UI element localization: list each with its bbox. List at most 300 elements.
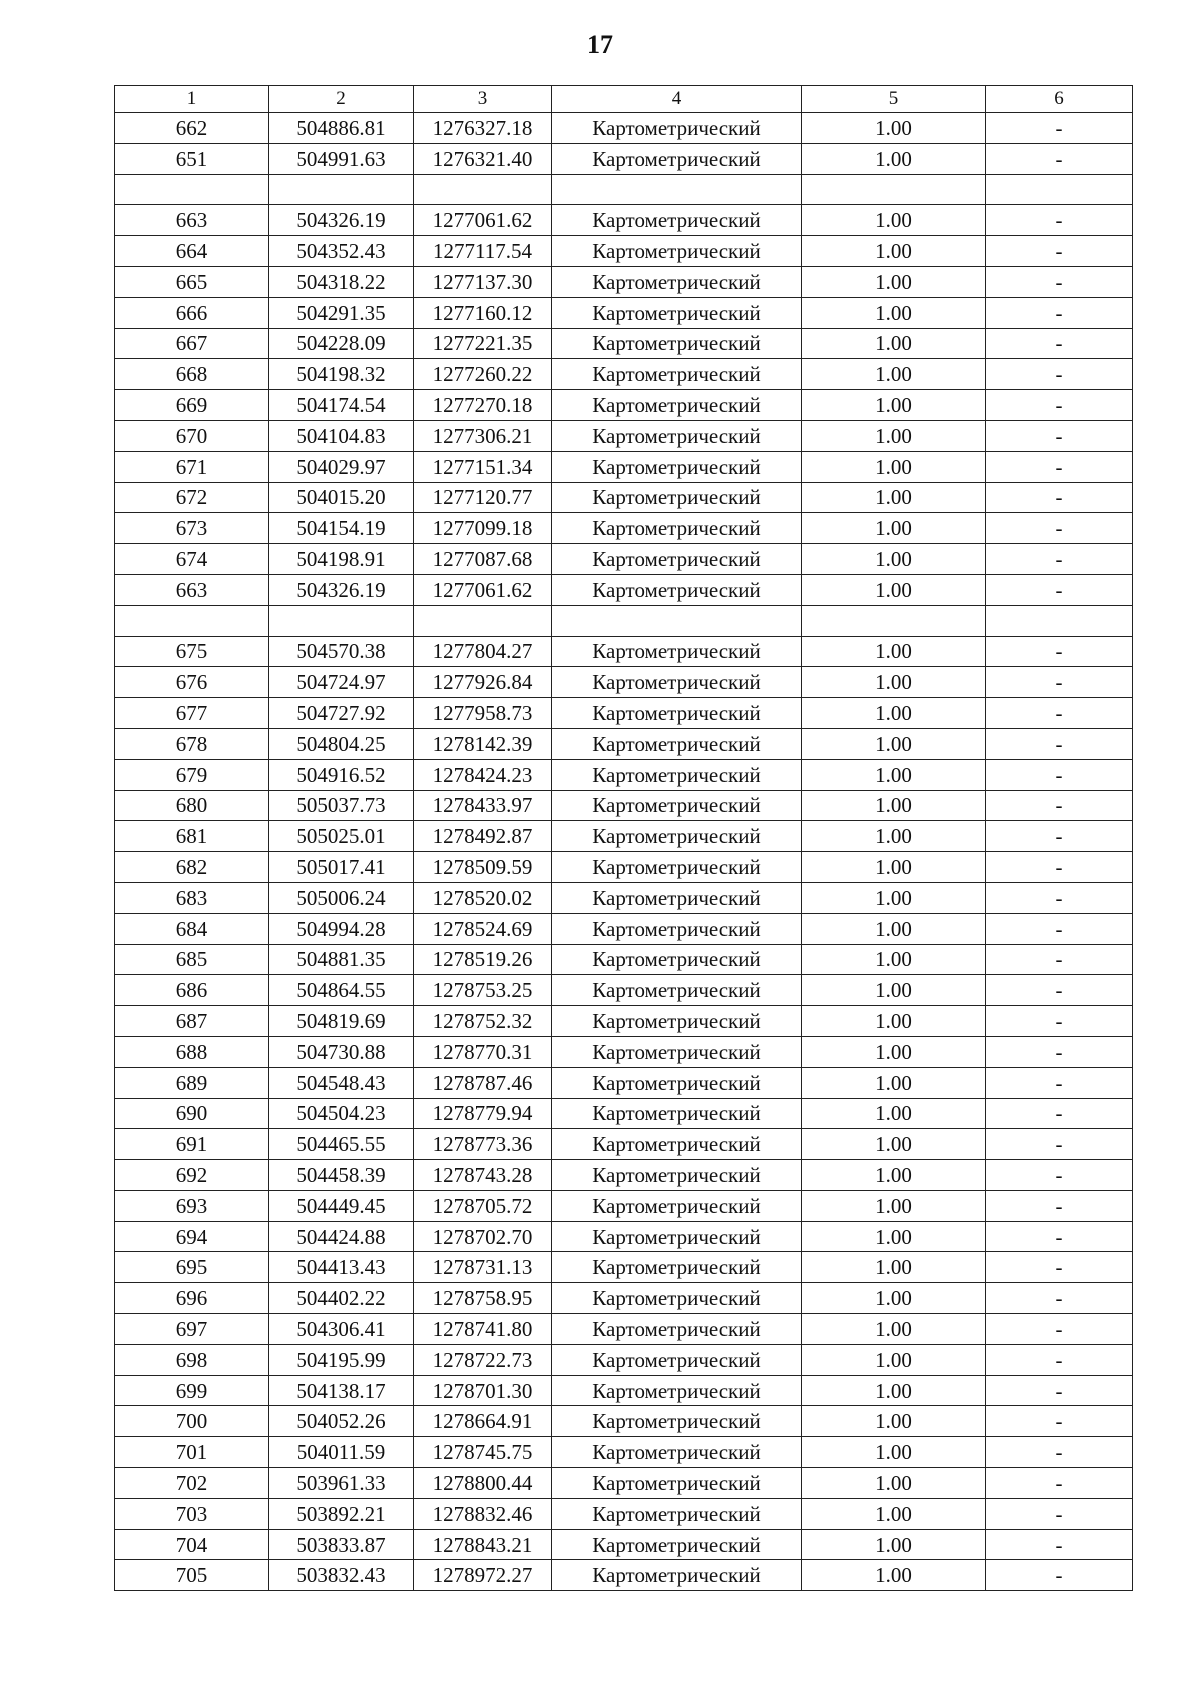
note-cell: -: [986, 1221, 1133, 1252]
y-coordinate-cell: 1277926.84: [414, 667, 552, 698]
table-row: [115, 1098, 1133, 1129]
note-cell: -: [986, 205, 1133, 236]
table-row: [115, 143, 1133, 174]
accuracy-cell: 1.00: [802, 1221, 986, 1252]
x-coordinate-cell: 504994.28: [269, 913, 414, 944]
method-cell: Картометрический: [552, 1529, 802, 1560]
table-row: [115, 1406, 1133, 1437]
accuracy-cell: 1.00: [802, 1252, 986, 1283]
y-coordinate-cell: 1278843.21: [414, 1529, 552, 1560]
table-row: [115, 1375, 1133, 1406]
column-header-5: 5: [802, 86, 986, 113]
column-header-3: 3: [414, 86, 552, 113]
y-coordinate-cell: 1278800.44: [414, 1468, 552, 1499]
method-cell: Картометрический: [552, 1344, 802, 1375]
note-cell: -: [986, 297, 1133, 328]
accuracy-cell: 1.00: [802, 143, 986, 174]
table-row: [115, 852, 1133, 883]
method-cell: Картометрический: [552, 975, 802, 1006]
method-cell: Картометрический: [552, 420, 802, 451]
point-number-cell: 663: [115, 205, 269, 236]
note-cell: -: [986, 236, 1133, 267]
accuracy-cell: 1.00: [802, 297, 986, 328]
note-cell: -: [986, 328, 1133, 359]
accuracy-cell: 1.00: [802, 1036, 986, 1067]
table-row: [115, 1036, 1133, 1067]
x-coordinate-cell: 504819.69: [269, 1006, 414, 1037]
accuracy-cell: 1.00: [802, 1160, 986, 1191]
accuracy-cell: 1.00: [802, 390, 986, 421]
accuracy-cell: 1.00: [802, 882, 986, 913]
accuracy-cell: 1.00: [802, 636, 986, 667]
accuracy-cell: 1.00: [802, 574, 986, 605]
point-number-cell: [115, 605, 269, 636]
table-row: [115, 1252, 1133, 1283]
accuracy-cell: 1.00: [802, 113, 986, 144]
point-number-cell: 698: [115, 1344, 269, 1375]
table-header-row: [115, 86, 1133, 113]
table-row: [115, 1529, 1133, 1560]
x-coordinate-cell: 503833.87: [269, 1529, 414, 1560]
method-cell: Картометрический: [552, 143, 802, 174]
note-cell: -: [986, 759, 1133, 790]
method-cell: Картометрический: [552, 390, 802, 421]
x-coordinate-cell: 505025.01: [269, 821, 414, 852]
x-coordinate-cell: 504402.22: [269, 1283, 414, 1314]
method-cell: Картометрический: [552, 821, 802, 852]
table-row: [115, 451, 1133, 482]
point-number-cell: 676: [115, 667, 269, 698]
point-number-cell: 675: [115, 636, 269, 667]
accuracy-cell: 1.00: [802, 852, 986, 883]
table-row: [115, 1160, 1133, 1191]
method-cell: Картометрический: [552, 1221, 802, 1252]
accuracy-cell: 1.00: [802, 1283, 986, 1314]
point-number-cell: 674: [115, 544, 269, 575]
y-coordinate-cell: 1278520.02: [414, 882, 552, 913]
table-row: [115, 297, 1133, 328]
table-row: [115, 1221, 1133, 1252]
note-cell: -: [986, 1437, 1133, 1468]
method-cell: Картометрический: [552, 359, 802, 390]
point-number-cell: 651: [115, 143, 269, 174]
x-coordinate-cell: 504011.59: [269, 1437, 414, 1468]
x-coordinate-cell: 504198.32: [269, 359, 414, 390]
x-coordinate-cell: 505037.73: [269, 790, 414, 821]
table-row: [115, 1560, 1133, 1591]
method-cell: Картометрический: [552, 574, 802, 605]
method-cell: Картометрический: [552, 1406, 802, 1437]
y-coordinate-cell: 1278509.59: [414, 852, 552, 883]
table-row: [115, 359, 1133, 390]
y-coordinate-cell: 1277804.27: [414, 636, 552, 667]
accuracy-cell: 1.00: [802, 667, 986, 698]
y-coordinate-cell: 1277958.73: [414, 698, 552, 729]
accuracy-cell: 1.00: [802, 821, 986, 852]
x-coordinate-cell: 504548.43: [269, 1067, 414, 1098]
method-cell: Картометрический: [552, 1252, 802, 1283]
x-coordinate-cell: 504015.20: [269, 482, 414, 513]
method-cell: Картометрический: [552, 266, 802, 297]
method-cell: Картометрический: [552, 1498, 802, 1529]
y-coordinate-cell: 1278705.72: [414, 1190, 552, 1221]
note-cell: -: [986, 1314, 1133, 1345]
x-coordinate-cell: 504886.81: [269, 113, 414, 144]
point-number-cell: 687: [115, 1006, 269, 1037]
point-number-cell: 677: [115, 698, 269, 729]
table-row: [115, 420, 1133, 451]
note-cell: -: [986, 420, 1133, 451]
x-coordinate-cell: 503832.43: [269, 1560, 414, 1591]
y-coordinate-cell: [414, 605, 552, 636]
accuracy-cell: 1.00: [802, 1190, 986, 1221]
x-coordinate-cell: 504198.91: [269, 544, 414, 575]
x-coordinate-cell: [269, 605, 414, 636]
accuracy-cell: 1.00: [802, 451, 986, 482]
accuracy-cell: [802, 605, 986, 636]
y-coordinate-cell: 1278519.26: [414, 944, 552, 975]
table-row: [115, 1067, 1133, 1098]
method-cell: Картометрический: [552, 113, 802, 144]
method-cell: Картометрический: [552, 1036, 802, 1067]
point-number-cell: 665: [115, 266, 269, 297]
table-row: [115, 482, 1133, 513]
x-coordinate-cell: 504504.23: [269, 1098, 414, 1129]
method-cell: Картометрический: [552, 759, 802, 790]
point-number-cell: 679: [115, 759, 269, 790]
note-cell: -: [986, 1468, 1133, 1499]
point-number-cell: 664: [115, 236, 269, 267]
accuracy-cell: 1.00: [802, 266, 986, 297]
y-coordinate-cell: 1278741.80: [414, 1314, 552, 1345]
accuracy-cell: 1.00: [802, 759, 986, 790]
method-cell: Картометрический: [552, 944, 802, 975]
point-number-cell: 666: [115, 297, 269, 328]
note-cell: -: [986, 1283, 1133, 1314]
accuracy-cell: 1.00: [802, 1129, 986, 1160]
accuracy-cell: 1.00: [802, 513, 986, 544]
x-coordinate-cell: 504424.88: [269, 1221, 414, 1252]
point-number-cell: 704: [115, 1529, 269, 1560]
point-number-cell: 685: [115, 944, 269, 975]
y-coordinate-cell: 1278832.46: [414, 1498, 552, 1529]
note-cell: -: [986, 1529, 1133, 1560]
accuracy-cell: 1.00: [802, 328, 986, 359]
point-number-cell: 700: [115, 1406, 269, 1437]
note-cell: -: [986, 574, 1133, 605]
accuracy-cell: 1.00: [802, 1098, 986, 1129]
method-cell: Картометрический: [552, 236, 802, 267]
note-cell: -: [986, 1160, 1133, 1191]
table-row: [115, 574, 1133, 605]
note-cell: -: [986, 944, 1133, 975]
method-cell: Картометрический: [552, 1468, 802, 1499]
point-number-cell: 690: [115, 1098, 269, 1129]
y-coordinate-cell: 1278773.36: [414, 1129, 552, 1160]
y-coordinate-cell: 1277061.62: [414, 205, 552, 236]
note-cell: -: [986, 1498, 1133, 1529]
note-cell: -: [986, 1252, 1133, 1283]
y-coordinate-cell: 1278701.30: [414, 1375, 552, 1406]
note-cell: -: [986, 143, 1133, 174]
accuracy-cell: 1.00: [802, 790, 986, 821]
x-coordinate-cell: 504352.43: [269, 236, 414, 267]
y-coordinate-cell: 1278745.75: [414, 1437, 552, 1468]
table-row: [115, 544, 1133, 575]
table-row: [115, 913, 1133, 944]
note-cell: -: [986, 821, 1133, 852]
note-cell: -: [986, 882, 1133, 913]
point-number-cell: 671: [115, 451, 269, 482]
y-coordinate-cell: 1278492.87: [414, 821, 552, 852]
y-coordinate-cell: 1278758.95: [414, 1283, 552, 1314]
point-number-cell: 673: [115, 513, 269, 544]
table-row: [115, 1129, 1133, 1160]
table-row: [115, 1314, 1133, 1345]
method-cell: Картометрический: [552, 328, 802, 359]
x-coordinate-cell: 504727.92: [269, 698, 414, 729]
note-cell: -: [986, 513, 1133, 544]
table-row: [115, 236, 1133, 267]
accuracy-cell: 1.00: [802, 1344, 986, 1375]
x-coordinate-cell: 504804.25: [269, 728, 414, 759]
accuracy-cell: 1.00: [802, 728, 986, 759]
point-number-cell: 694: [115, 1221, 269, 1252]
accuracy-cell: 1.00: [802, 975, 986, 1006]
y-coordinate-cell: 1278702.70: [414, 1221, 552, 1252]
method-cell: Картометрический: [552, 544, 802, 575]
x-coordinate-cell: 504104.83: [269, 420, 414, 451]
column-header-1: 1: [115, 86, 269, 113]
point-number-cell: 678: [115, 728, 269, 759]
note-cell: -: [986, 698, 1133, 729]
y-coordinate-cell: 1278722.73: [414, 1344, 552, 1375]
method-cell: Картометрический: [552, 1129, 802, 1160]
column-header-6: 6: [986, 86, 1133, 113]
y-coordinate-cell: 1277306.21: [414, 420, 552, 451]
y-coordinate-cell: 1277151.34: [414, 451, 552, 482]
note-cell: -: [986, 451, 1133, 482]
x-coordinate-cell: 504449.45: [269, 1190, 414, 1221]
point-number-cell: 680: [115, 790, 269, 821]
table-row: [115, 728, 1133, 759]
column-header-2: 2: [269, 86, 414, 113]
method-cell: Картометрический: [552, 1190, 802, 1221]
table-row: [115, 513, 1133, 544]
accuracy-cell: 1.00: [802, 1375, 986, 1406]
table-row: [115, 667, 1133, 698]
note-cell: -: [986, 113, 1133, 144]
note-cell: -: [986, 790, 1133, 821]
accuracy-cell: 1.00: [802, 1529, 986, 1560]
table-row: [115, 113, 1133, 144]
point-number-cell: 683: [115, 882, 269, 913]
y-coordinate-cell: 1278731.13: [414, 1252, 552, 1283]
method-cell: Картометрический: [552, 1098, 802, 1129]
point-number-cell: 667: [115, 328, 269, 359]
point-number-cell: 696: [115, 1283, 269, 1314]
x-coordinate-cell: 505006.24: [269, 882, 414, 913]
y-coordinate-cell: 1278752.32: [414, 1006, 552, 1037]
table-row: [115, 605, 1133, 636]
x-coordinate-cell: 504291.35: [269, 297, 414, 328]
x-coordinate-cell: 504318.22: [269, 266, 414, 297]
table-row: [115, 1498, 1133, 1529]
y-coordinate-cell: 1278743.28: [414, 1160, 552, 1191]
point-number-cell: 705: [115, 1560, 269, 1591]
y-coordinate-cell: 1277087.68: [414, 544, 552, 575]
note-cell: -: [986, 1375, 1133, 1406]
note-cell: -: [986, 975, 1133, 1006]
point-number-cell: 669: [115, 390, 269, 421]
y-coordinate-cell: 1277137.30: [414, 266, 552, 297]
table-row: [115, 636, 1133, 667]
note-cell: -: [986, 913, 1133, 944]
y-coordinate-cell: [414, 174, 552, 205]
accuracy-cell: 1.00: [802, 913, 986, 944]
table-row: [115, 821, 1133, 852]
note-cell: -: [986, 266, 1133, 297]
x-coordinate-cell: 504991.63: [269, 143, 414, 174]
note-cell: -: [986, 728, 1133, 759]
point-number-cell: 689: [115, 1067, 269, 1098]
accuracy-cell: 1.00: [802, 698, 986, 729]
method-cell: Картометрический: [552, 482, 802, 513]
method-cell: Картометрический: [552, 451, 802, 482]
x-coordinate-cell: 504326.19: [269, 574, 414, 605]
note-cell: [986, 605, 1133, 636]
table-row: [115, 882, 1133, 913]
x-coordinate-cell: 504916.52: [269, 759, 414, 790]
table-row: [115, 1437, 1133, 1468]
x-coordinate-cell: 504029.97: [269, 451, 414, 482]
table-row: [115, 1344, 1133, 1375]
y-coordinate-cell: 1277270.18: [414, 390, 552, 421]
method-cell: Картометрический: [552, 1437, 802, 1468]
y-coordinate-cell: 1278753.25: [414, 975, 552, 1006]
accuracy-cell: 1.00: [802, 482, 986, 513]
coordinates-table: [114, 85, 1133, 1591]
x-coordinate-cell: 504730.88: [269, 1036, 414, 1067]
note-cell: -: [986, 1406, 1133, 1437]
accuracy-cell: 1.00: [802, 359, 986, 390]
x-coordinate-cell: 504138.17: [269, 1375, 414, 1406]
accuracy-cell: 1.00: [802, 420, 986, 451]
method-cell: Картометрический: [552, 913, 802, 944]
point-number-cell: 688: [115, 1036, 269, 1067]
method-cell: Картометрический: [552, 667, 802, 698]
point-number-cell: [115, 174, 269, 205]
accuracy-cell: 1.00: [802, 944, 986, 975]
accuracy-cell: 1.00: [802, 1406, 986, 1437]
y-coordinate-cell: 1277061.62: [414, 574, 552, 605]
accuracy-cell: 1.00: [802, 1314, 986, 1345]
y-coordinate-cell: 1277117.54: [414, 236, 552, 267]
accuracy-cell: 1.00: [802, 1006, 986, 1037]
note-cell: -: [986, 1036, 1133, 1067]
column-header-4: 4: [552, 86, 802, 113]
point-number-cell: 701: [115, 1437, 269, 1468]
point-number-cell: 692: [115, 1160, 269, 1191]
note-cell: -: [986, 390, 1133, 421]
table-row: [115, 1283, 1133, 1314]
table-row: [115, 205, 1133, 236]
accuracy-cell: 1.00: [802, 1468, 986, 1499]
table-row: [115, 1468, 1133, 1499]
method-cell: [552, 605, 802, 636]
point-number-cell: 699: [115, 1375, 269, 1406]
x-coordinate-cell: 504881.35: [269, 944, 414, 975]
y-coordinate-cell: 1278770.31: [414, 1036, 552, 1067]
accuracy-cell: 1.00: [802, 1437, 986, 1468]
table-row: [115, 174, 1133, 205]
method-cell: [552, 174, 802, 205]
note-cell: -: [986, 1344, 1133, 1375]
accuracy-cell: 1.00: [802, 544, 986, 575]
point-number-cell: 670: [115, 420, 269, 451]
point-number-cell: 682: [115, 852, 269, 883]
point-number-cell: 691: [115, 1129, 269, 1160]
method-cell: Картометрический: [552, 205, 802, 236]
note-cell: -: [986, 1067, 1133, 1098]
point-number-cell: 668: [115, 359, 269, 390]
table-row: [115, 975, 1133, 1006]
x-coordinate-cell: 504570.38: [269, 636, 414, 667]
note-cell: -: [986, 1098, 1133, 1129]
point-number-cell: 686: [115, 975, 269, 1006]
point-number-cell: 697: [115, 1314, 269, 1345]
y-coordinate-cell: 1278142.39: [414, 728, 552, 759]
note-cell: -: [986, 636, 1133, 667]
table-row: [115, 1006, 1133, 1037]
note-cell: [986, 174, 1133, 205]
method-cell: Картометрический: [552, 790, 802, 821]
accuracy-cell: 1.00: [802, 1067, 986, 1098]
table-row: [115, 944, 1133, 975]
y-coordinate-cell: 1278424.23: [414, 759, 552, 790]
table-row: [115, 266, 1133, 297]
x-coordinate-cell: 504465.55: [269, 1129, 414, 1160]
table-body: [115, 113, 1133, 1591]
y-coordinate-cell: 1278524.69: [414, 913, 552, 944]
note-cell: -: [986, 1129, 1133, 1160]
method-cell: Картометрический: [552, 1160, 802, 1191]
point-number-cell: 695: [115, 1252, 269, 1283]
point-number-cell: 684: [115, 913, 269, 944]
y-coordinate-cell: 1277260.22: [414, 359, 552, 390]
note-cell: -: [986, 1190, 1133, 1221]
method-cell: Картометрический: [552, 1006, 802, 1037]
point-number-cell: 663: [115, 574, 269, 605]
method-cell: Картометрический: [552, 1314, 802, 1345]
x-coordinate-cell: 504052.26: [269, 1406, 414, 1437]
table-row: [115, 328, 1133, 359]
accuracy-cell: 1.00: [802, 236, 986, 267]
note-cell: -: [986, 667, 1133, 698]
x-coordinate-cell: 505017.41: [269, 852, 414, 883]
method-cell: Картометрический: [552, 728, 802, 759]
method-cell: Картометрический: [552, 1283, 802, 1314]
x-coordinate-cell: 504174.54: [269, 390, 414, 421]
x-coordinate-cell: 504724.97: [269, 667, 414, 698]
x-coordinate-cell: [269, 174, 414, 205]
x-coordinate-cell: 504154.19: [269, 513, 414, 544]
y-coordinate-cell: 1278972.27: [414, 1560, 552, 1591]
y-coordinate-cell: 1278433.97: [414, 790, 552, 821]
method-cell: Картометрический: [552, 636, 802, 667]
accuracy-cell: 1.00: [802, 205, 986, 236]
note-cell: -: [986, 482, 1133, 513]
